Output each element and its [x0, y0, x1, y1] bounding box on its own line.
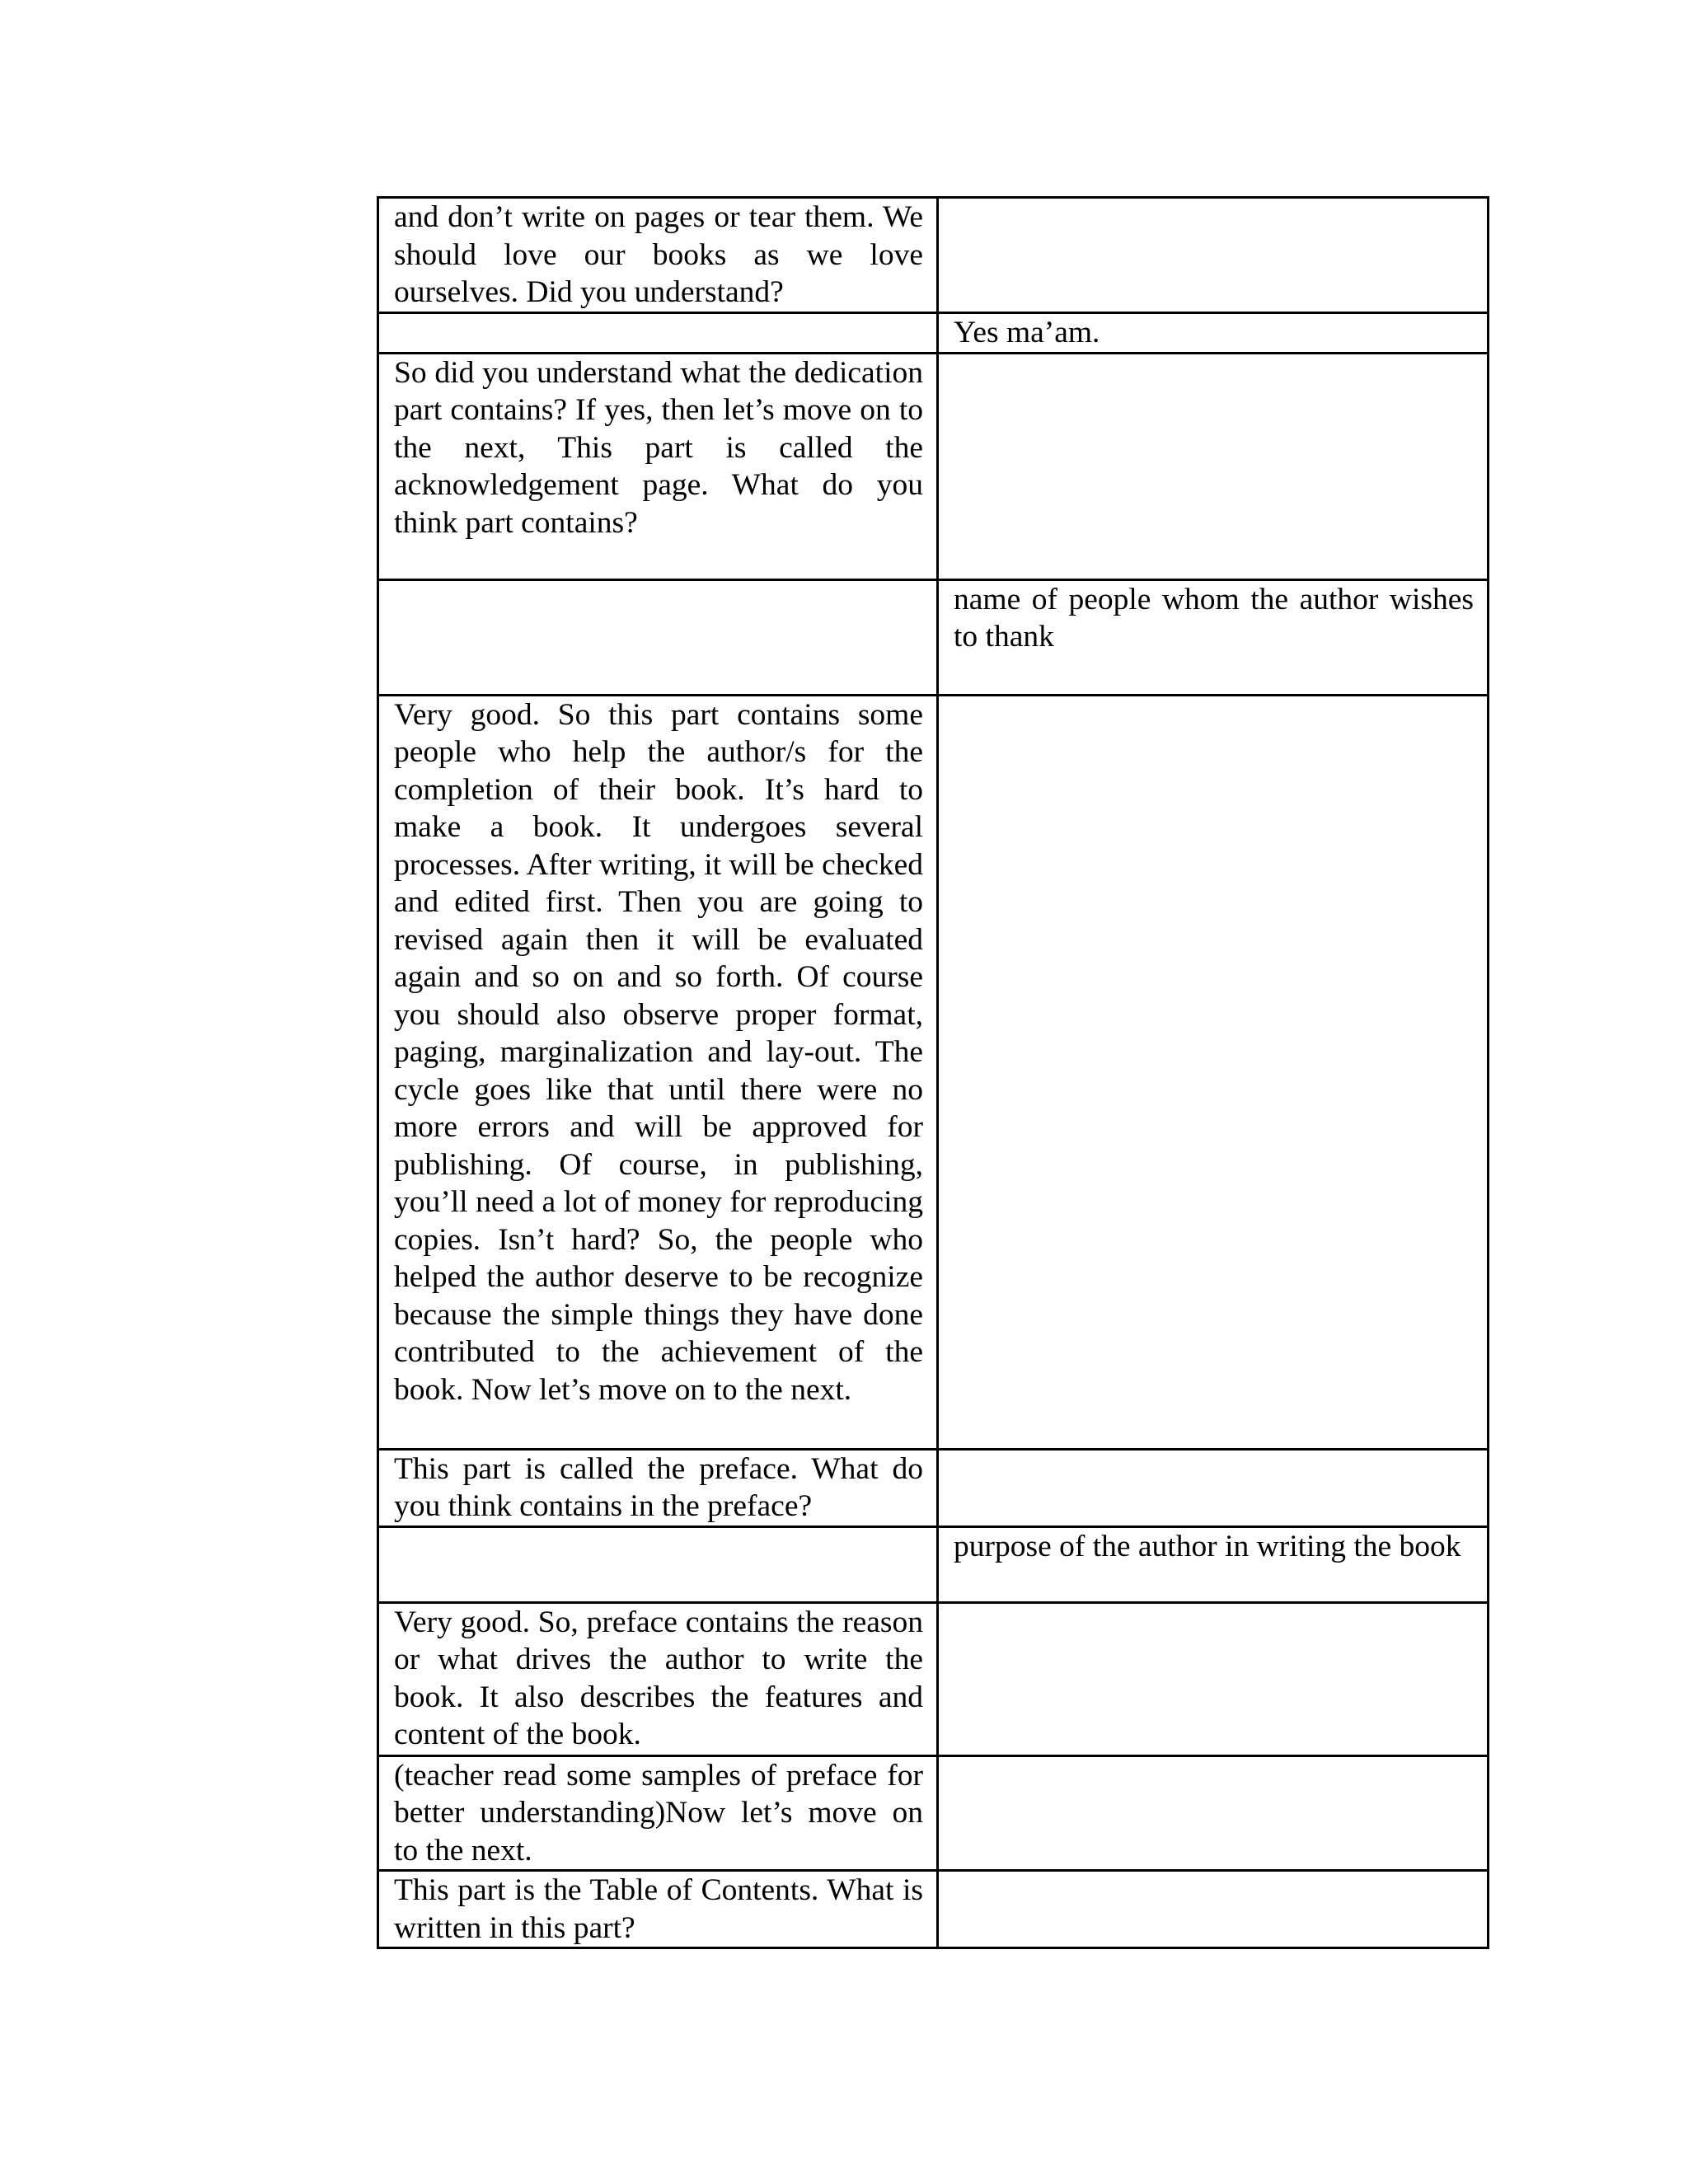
teacher-cell: This part is the Table of Contents. What is written in this part?: [378, 1871, 938, 1948]
student-cell: [938, 1602, 1489, 1755]
student-cell: [938, 695, 1489, 1449]
student-cell: [938, 1755, 1489, 1871]
teacher-cell: [378, 1526, 938, 1602]
student-cell: Yes ma’am.: [938, 313, 1489, 354]
teacher-cell: This part is called the preface. What do you think contains in the preface?: [378, 1449, 938, 1526]
table-row: [378, 1755, 1489, 1871]
teacher-cell: [378, 579, 938, 695]
student-cell: [938, 1449, 1489, 1526]
table-row: [378, 579, 1489, 695]
student-cell: [938, 1871, 1489, 1948]
teacher-cell: So did you understand what the dedication part contains? If yes, then let’s move on to the next, This part is called the acknowledgement page. What do you think part contains?: [378, 353, 938, 579]
teacher-cell: (teacher read some samples of preface for better understanding)Now let’s move on to the next.: [378, 1755, 938, 1871]
table-row: [378, 1526, 1489, 1602]
student-cell: [938, 353, 1489, 579]
lesson-dialogue-table: [377, 196, 1489, 1949]
table-row: [378, 1449, 1489, 1526]
table-row: [378, 313, 1489, 354]
table-row: [378, 1871, 1489, 1948]
table-row: [378, 353, 1489, 579]
student-cell: name of people whom the author wishes to thank: [938, 579, 1489, 695]
table-row: [378, 695, 1489, 1449]
teacher-cell: [378, 313, 938, 354]
teacher-cell: Very good. So, preface contains the reason or what drives the author to write the book. It also describes the features and content of the book.: [378, 1602, 938, 1755]
table-row: [378, 198, 1489, 313]
student-cell: purpose of the author in writing the book: [938, 1526, 1489, 1602]
table-row: [378, 1602, 1489, 1755]
teacher-cell: Very good. So this part contains some people who help the author/s for the completion of their book. It’s hard to make a book. It undergoes several processes. After writing, it will be checked and edited first. Then you are going to revised again then it will be evaluated again and so on and so forth. Of course you should also observe proper format, paging, marginalization and lay-out. The cycle goes like that until there were no more errors and will be approved for publishing. Of course, in publishing, you’ll need a lot of money for reproducing copies. Isn’t hard? So, the people who helped the author deserve to be recognize because the simple things they have done contributed to the achievement of the book. Now let’s move on to the next.: [378, 695, 938, 1449]
teacher-cell: and don’t write on pages or tear them. We should love our books as we love ourselves. Did you understand?: [378, 198, 938, 313]
student-cell: [938, 198, 1489, 313]
